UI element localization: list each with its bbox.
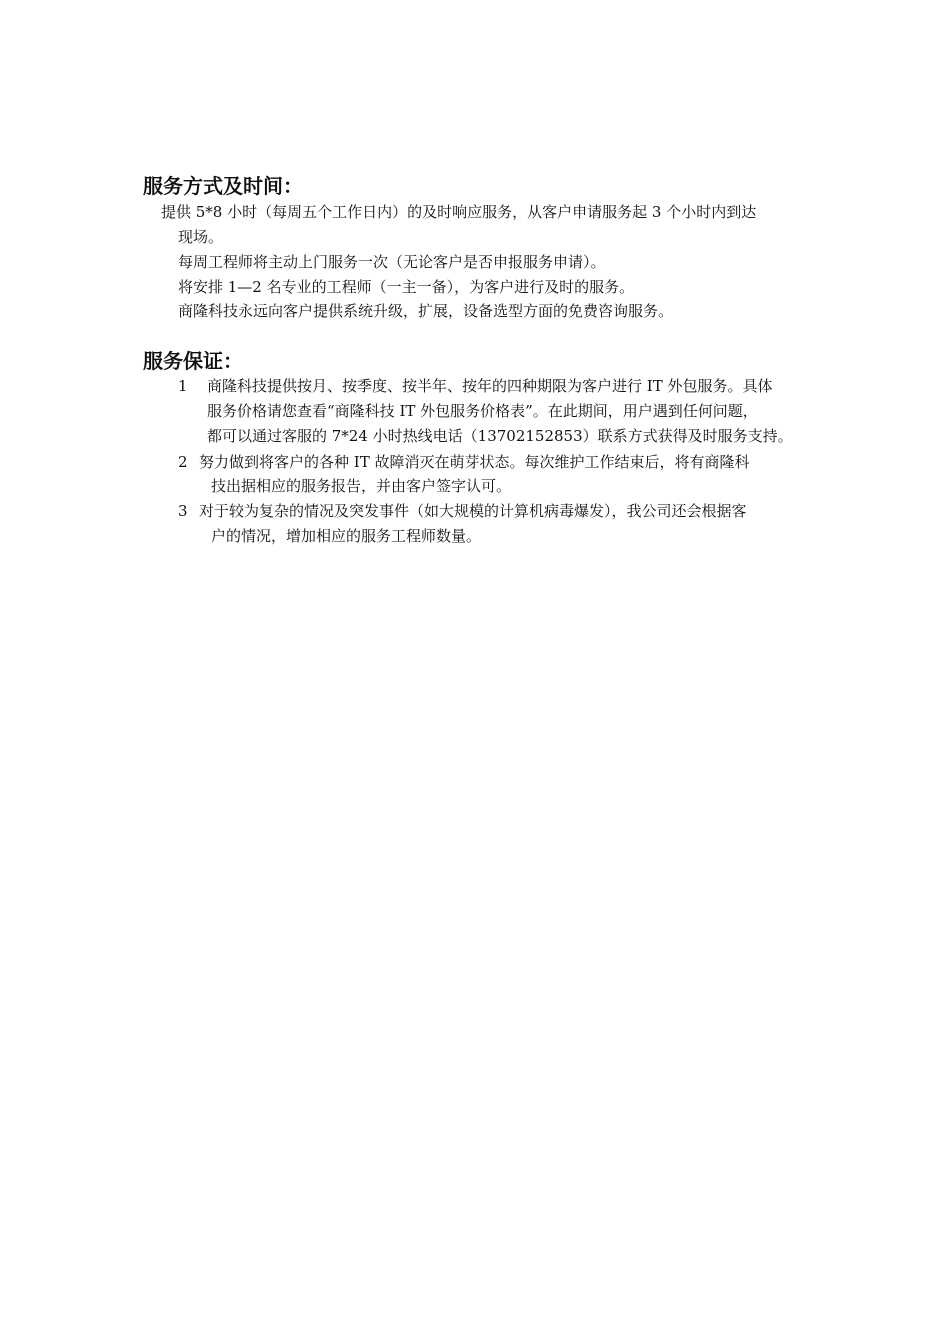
section-heading-service-method: 服务方式及时间：	[143, 174, 303, 198]
list-item-line: 都可以通过客服的 7*24 小时热线电话（13702152853）联系方式获得及时服务支持。	[207, 427, 793, 445]
list-item-line: 努力做到将客户的各种 IT 故障消灭在萌芽状态。每次维护工作结束后，将有商隆科	[199, 453, 750, 471]
section-heading-service-guarantee: 服务保证：	[143, 349, 243, 373]
paragraph-line: 提供 5*8 小时（每周五个工作日内）的及时响应服务，从客户申请服务起 3 个小时内到达	[161, 203, 757, 221]
list-item-line: 户的情况，增加相应的服务工程师数量。	[211, 527, 482, 545]
list-item-line: 技出据相应的服务报告，并由客户签字认可。	[211, 477, 512, 495]
paragraph-line: 现场。	[178, 228, 224, 246]
list-item-line: 对于较为复杂的情况及突发事件（如大规模的计算机病毒爆发），我公司还会根据客	[199, 502, 747, 520]
list-item-number: 3	[178, 502, 188, 520]
list-item-line: 服务价格请您查看“商隆科技 IT 外包服务价格表”。在此期间，用户遇到任何问题，	[207, 402, 758, 420]
paragraph-line: 商隆科技永远向客户提供系统升级，扩展，设备选型方面的免费咨询服务。	[178, 302, 674, 320]
list-item-number: 1	[178, 377, 188, 395]
list-item-line: 商隆科技提供按月、按季度、按半年、按年的四种期限为客户进行 IT 外包服务。具体	[207, 377, 773, 395]
list-item-number: 2	[178, 453, 188, 471]
paragraph-line: 将安排 1—2 名专业的工程师（一主一备），为客户进行及时的服务。	[178, 278, 635, 296]
paragraph-line: 每周工程师将主动上门服务一次（无论客户是否申报服务申请）。	[178, 253, 606, 271]
